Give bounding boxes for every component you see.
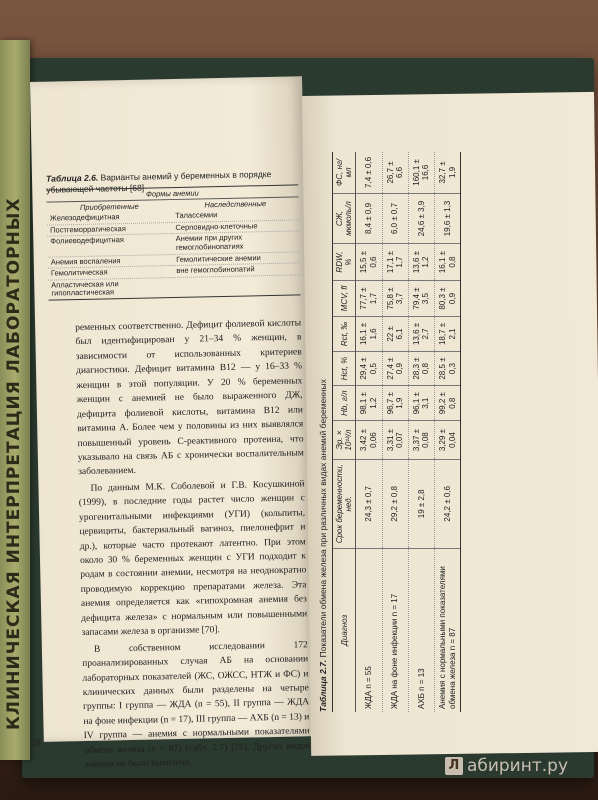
header-cell: Эр. × 10¹²/л — [333, 421, 356, 460]
table-cell: АХБ n = 13 — [408, 548, 434, 712]
table-cell: 29,4 ± 0,5 — [356, 351, 382, 386]
table-2-7-title: Показатели обмена железа при различных видах анемий беременных — [318, 379, 328, 658]
table-cell: 80,3 ± 0,9 — [434, 280, 460, 316]
cell-hereditary: Гемолитические анемии — [173, 251, 300, 265]
header-cell: ФС, нг/мл — [333, 152, 356, 193]
table-cell: 75,8 ± 3,7 — [382, 280, 408, 316]
table-cell: 96,7 ± 1,9 — [382, 386, 408, 421]
table-cell: 16,1 ± 1,6 — [356, 317, 382, 352]
header-cell: Срок беременности, нед. — [333, 460, 356, 548]
table-row — [48, 275, 300, 301]
cell-acquired: Гемолитическая — [48, 266, 174, 280]
table-cell: 15,5 ± 0,6 — [356, 244, 382, 281]
cell-hereditary: вне гемоглобинопатий — [173, 263, 300, 277]
labirint-logo-icon: Л — [445, 757, 463, 775]
table-cell: 77,7 ± 1,7 — [356, 280, 382, 316]
table-cell: 28,5 ± 0,3 — [434, 351, 460, 386]
table-cell: 24,2 ± 0,6 — [434, 460, 460, 548]
header-cell: Hb, г/л — [333, 386, 356, 421]
table-row — [382, 152, 408, 712]
table-cell: 160,1 ± 16,6 — [408, 152, 434, 193]
table-cell: 18,7 ± 2,1 — [434, 317, 460, 352]
cell-hereditary — [174, 275, 301, 298]
col-hereditary: Наследственные — [172, 197, 299, 211]
table-cell: 13,6 ± 1,2 — [408, 244, 434, 281]
cell-acquired: Постгеморрагическая — [47, 222, 173, 236]
table-cell: 96,1 ± 3,1 — [408, 386, 434, 421]
table-cell: 17,1 ± 1,7 — [382, 244, 408, 281]
table-cell: 99,2 ± 0,8 — [434, 386, 460, 421]
header-cell: СЖ, мкмоль/л — [333, 193, 356, 243]
table-cell: 24,3 ± 0,7 — [356, 460, 382, 548]
table-group-header: Формы анемии — [46, 185, 298, 202]
table-cell: 7,4 ± 0,6 — [356, 152, 382, 193]
header-cell: Rct, ‰ — [333, 317, 356, 352]
table-cell: 22 ± 6,1 — [382, 317, 408, 352]
table-cell: Анемия с нормальными показателями обмена железа n = 87 — [434, 548, 460, 712]
table-cell: 19,6 ± 1,3 — [434, 193, 460, 243]
table-cell: 32,7 ± 1,9 — [434, 152, 460, 193]
paragraph-3: В собственном исследовании 172 проанализированных случая АБ на основании лабораторных показателей (ЖС, ОЖСС, НТЖ и ФС) и клинических данных были разделены на четыре группы: I группа — ЖДА (n = 55), II группа — ЖДА на фоне инфекции (n = 17), III группа — АХБ (n = 13) и IV группа — анемия с нормальными показателями обмена железа (n = 87) (табл. 2.7) [71]. Других видов анемии не было выявлено. — [82, 639, 311, 771]
table-cell: 29,2 ± 0,8 — [382, 460, 408, 548]
cell-hereditary: Серповидно-клеточные — [172, 220, 299, 234]
book-spine — [0, 40, 30, 760]
table-cell: 3,29 ± 0,04 — [434, 421, 460, 460]
cell-hereditary: Анемии при других гемоглобинопатиях — [173, 231, 300, 254]
col-acquired: Приобретенные — [47, 200, 173, 214]
paragraph-2: По данным М.К. Соболевой и Г.В. Косушкиной (1999), в последние годы растет число женщин с урогенитальными инфекциями (УГИ) (кольпиты, цервициты, бактериальный вагиноз, пиелонефрит и др.), которые часто протекают латентно. При этом около 30 % беременных женщин с УГИ подходит к родам в состоянии анемии, несмотря на неоднократно проводимую коррекцию препаратами железа. Эта анемия определяется как «гипохромная анемия без дефицита железа» с нормальным или повышенными запасами железа в организме [70]. — [78, 479, 308, 639]
spine-title: КЛИНИЧЕСКАЯ ИНТЕРПРЕТАЦИЯ ЛАБОРАТОРНЫХ — [4, 197, 24, 730]
table-2-7-caption — [318, 122, 328, 712]
table-cell: ЖДА на фоне инфекции n = 17 — [382, 548, 408, 712]
table-cell: 79,4 ± 3,5 — [408, 280, 434, 316]
table-cell: 3,37 ± 0,08 — [408, 421, 434, 460]
table-row — [408, 152, 434, 712]
table-cell: 6,0 ± 0,7 — [382, 193, 408, 243]
table-cell: 8,4 ± 0,9 — [356, 193, 382, 243]
table-cell: 26,7 ± 6,6 — [382, 152, 408, 193]
cell-acquired: Фолиеводефицитная — [47, 234, 173, 257]
labirint-watermark — [445, 756, 568, 776]
paragraph-1: ременных соответственно. Дефицит фолиевой кислоты был идентифицирован у 21–34 % женщин, в зависимости от использованных критериев диагностики. Дефицит витамина B12 — у 16–33 % женщин в этой популяции. У 20 % беременных женщин с анемией не было выраженного ДЖ, дефицита фолиевой кислоты, витамина B12 или витамина А. Более чем у половины из них выявлялся повышенный уровень С-реактивного протеина, что указывало на связь АБ с хронически воспалительным заболеванием. — [75, 318, 304, 478]
table-2-6-label: Таблица 2.6. — [45, 172, 99, 184]
table-cell: 3,31 ± 0,07 — [382, 421, 408, 460]
table-2-6-title: Варианты анемий у беременных в порядке убывающей частоты [68] — [46, 168, 272, 195]
table-cell: 98,1 ± 1,2 — [356, 386, 382, 421]
table-cell: 28,3 ± 0,8 — [408, 351, 434, 386]
header-cell: MCV, fl — [333, 280, 356, 316]
table-2-7-label: Таблица 2.7. — [318, 659, 328, 712]
rotated-table-2-7 — [318, 122, 461, 712]
table-row — [434, 152, 460, 712]
table-cell: 3,42 ± 0,06 — [356, 421, 382, 460]
table-cell: 16,1 ± 0,8 — [434, 244, 460, 281]
anemia-forms-table — [46, 184, 300, 300]
header-cell: Hct, % — [333, 351, 356, 386]
table-row — [356, 152, 382, 712]
table-cell: 13,6 ± 2,7 — [408, 317, 434, 352]
cell-hereditary: Талассемии — [172, 208, 299, 222]
watermark-text: абиринт.ру — [466, 756, 568, 776]
cell-acquired: Анемия воспаления — [48, 254, 174, 268]
left-page-body — [75, 316, 310, 772]
cell-acquired: Апластическая или гипопластическая — [48, 277, 174, 300]
page-number: 28 — [30, 738, 42, 749]
header-cell: Диагноз — [333, 548, 356, 712]
iron-metabolism-table — [332, 152, 461, 712]
table-cell: 19 ± 2,8 — [408, 460, 434, 548]
cell-acquired: Железодефицитная — [47, 211, 173, 225]
table-cell: 27,4 ± 0,9 — [382, 351, 408, 386]
table-cell: ЖДА n = 55 — [356, 548, 382, 712]
table-cell: 24,6 ± 3,9 — [408, 193, 434, 243]
header-cell: RDW, % — [333, 244, 356, 281]
